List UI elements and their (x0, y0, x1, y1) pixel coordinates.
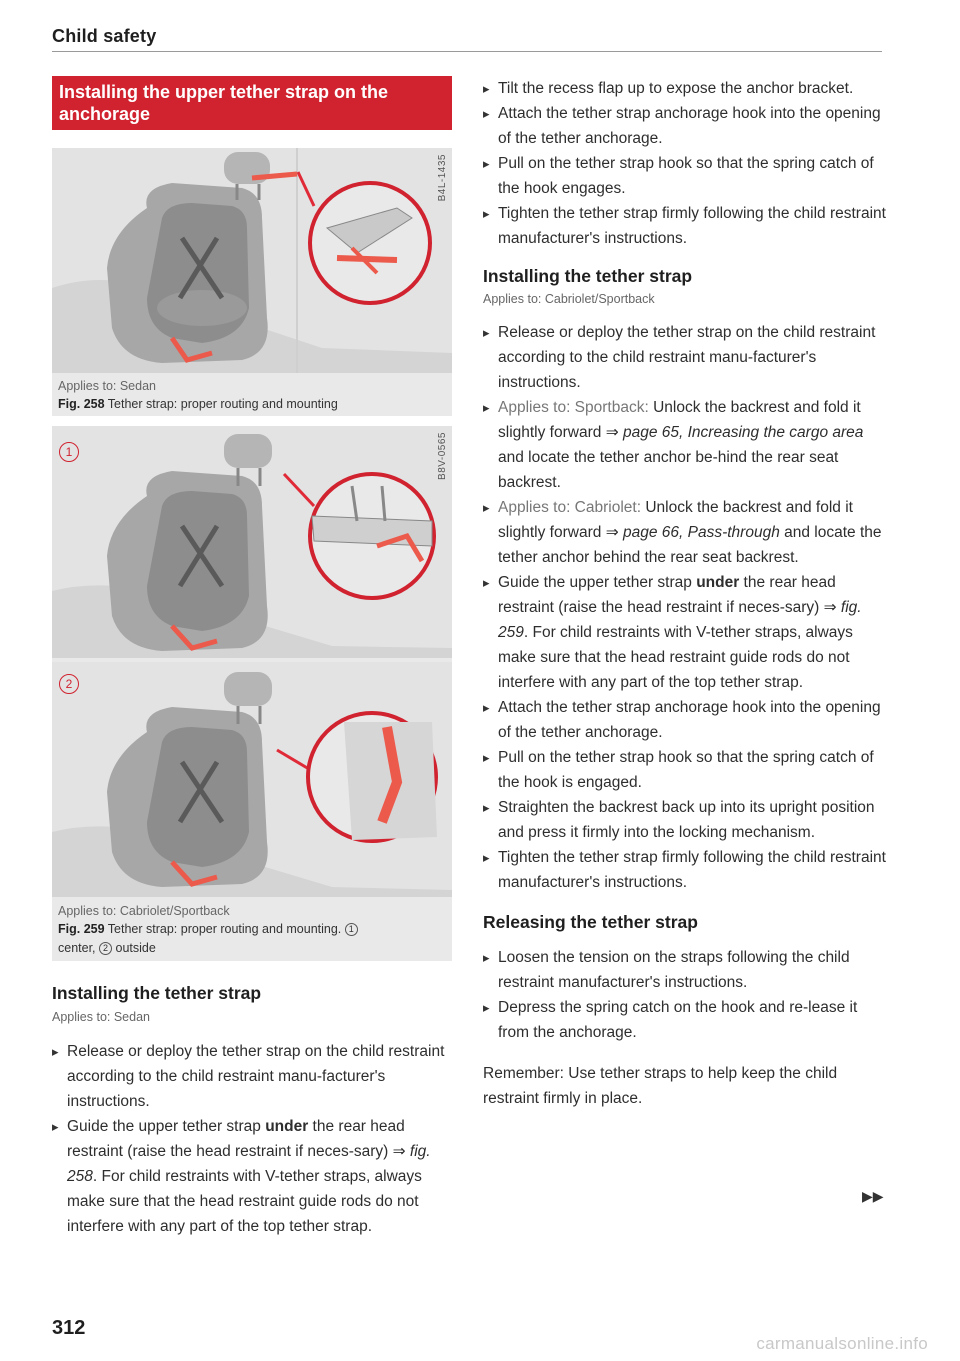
right-install-section (483, 265, 888, 895)
watermark: carmanualsonline.info (756, 1334, 928, 1353)
left-column (52, 76, 452, 1239)
figure-caption-text: Tether strap: proper routing and mounting. (107, 922, 342, 936)
list-item: ▸ Pull on the tether strap hook so that the spring catch of the hook is engaged. (483, 745, 888, 795)
list-item: ▸ Applies to: Sportback: Unlock the backrest and fold it slightly forward ⇒ page 65, Increasing the cargo area and locate the tether anchor be-hind the rear seat backrest. (483, 395, 888, 495)
figure-applies-to: Applies to: Cabriolet/Sportback (58, 904, 230, 918)
marker-2-inline: 2 (99, 942, 112, 955)
list-item: ▸ Guide the upper tether strap under the rear head restraint (raise the head restraint if neces-sary) ⇒ fig. 259. For child restraints with V-tether straps, always make sure that the head restraint guide rods do not interfere with any part of the top tether strap. (483, 570, 888, 695)
page-header-title: Child safety (52, 26, 157, 46)
header-divider (52, 51, 882, 52)
section-heading: Installing the tether strap (483, 266, 693, 286)
figure-applies-to: Applies to: Sedan (58, 379, 156, 393)
figure-259-caption (58, 902, 448, 958)
list-item: ▸ Tighten the tether strap firmly following the child restraint manufacturer's instructions. (483, 201, 888, 251)
child-seat-illustration-outside (52, 662, 452, 897)
left-install-section (52, 982, 452, 1239)
list-item: ▸ Attach the tether strap anchorage hook into the opening of the tether anchorage. (483, 101, 888, 151)
figure-259 (52, 426, 452, 961)
figure-id: B8V-0565 (437, 432, 448, 480)
figure-reference-link[interactable]: ⇒ fig. 259 (498, 599, 862, 641)
list-item: ▸ Attach the tether strap anchorage hook into the opening of the tether anchorage. (483, 695, 888, 745)
marker-2: 2 (59, 674, 79, 694)
step-list (483, 320, 888, 895)
remember-note: Remember: Use tether straps to help keep the child restraint firmly in place. (483, 1065, 838, 1107)
section-heading: Installing the tether strap (52, 983, 262, 1003)
release-section (483, 911, 888, 1111)
list-item: ▸ Release or deploy the tether strap on the child restraint according to the child restraint manu-facturer's instructions. (52, 1039, 452, 1114)
marker-2-circle (59, 674, 79, 694)
figure-caption-text-outside: outside (115, 941, 156, 955)
figure-caption (58, 920, 448, 958)
figure-label: Fig. 259 (58, 922, 105, 936)
figure-caption-text-center: center, (58, 941, 96, 955)
marker-1-circle (59, 442, 79, 462)
step-list (52, 1039, 452, 1239)
child-seat-illustration (52, 148, 452, 373)
section-banner: Installing the upper tether strap on the anchorage (52, 76, 452, 130)
list-item: ▸ Tighten the tether strap firmly following the child restraint manufacturer's instructions. (483, 845, 888, 895)
triangle-right-icon: ▶▶ (862, 1188, 884, 1204)
figure-258-caption (58, 377, 448, 414)
page-reference-link[interactable]: ⇒ page 66, Pass-through (605, 524, 780, 541)
list-item: ▸ Tilt the recess flap up to expose the anchor bracket. (483, 76, 888, 101)
list-item: ▸ Applies to: Cabriolet: Unlock the backrest and fold it slightly forward ⇒ page 66, Pass-through and locate the tether anchor behind the rear seat backrest. (483, 495, 888, 570)
list-item: ▸ Pull on the tether strap hook so that the spring catch of the hook engages. (483, 151, 888, 201)
applies-to: Applies to: Sedan (52, 1010, 150, 1024)
figure-258 (52, 148, 452, 416)
step-list (483, 945, 888, 1045)
figure-label: Fig. 258 (58, 397, 105, 411)
page-number: 312 (52, 1317, 86, 1339)
list-item: ▸ Release or deploy the tether strap on the child restraint according to the child restraint manu-facturer's instructions. (483, 320, 888, 395)
child-seat-illustration-center (52, 426, 452, 658)
section-heading: Releasing the tether strap (483, 912, 698, 932)
list-item: ▸ Straighten the backrest back up into its upright position and press it firmly into the locking mechanism. (483, 795, 888, 845)
applies-to: Applies to: Cabriolet/Sportback (483, 292, 655, 306)
marker-1: 1 (59, 442, 79, 462)
figure-caption-text: Tether strap: proper routing and mounting (107, 397, 338, 411)
right-column (483, 76, 888, 1111)
marker-1-inline: 1 (345, 923, 358, 936)
figure-id: B4L-1435 (437, 154, 448, 202)
list-item: ▸ Depress the spring catch on the hook and re-lease it from the anchorage. (483, 995, 888, 1045)
figure-caption (58, 395, 448, 414)
list-item: ▸ Loosen the tension on the straps following the child restraint manufacturer's instructions. (483, 945, 888, 995)
page-reference-link[interactable]: ⇒ page 65, Increasing the cargo area (605, 424, 864, 441)
figure-reference-link[interactable]: ⇒ fig. 258 (67, 1143, 431, 1185)
list-item: ▸ Guide the upper tether strap under the rear head restraint (raise the head restraint if neces-sary) ⇒ fig. 258. For child restraints with V-tether straps, always make sure that the head restraint guide rods do not interfere with any part of the top tether strap. (52, 1114, 452, 1239)
step-list (483, 76, 888, 251)
